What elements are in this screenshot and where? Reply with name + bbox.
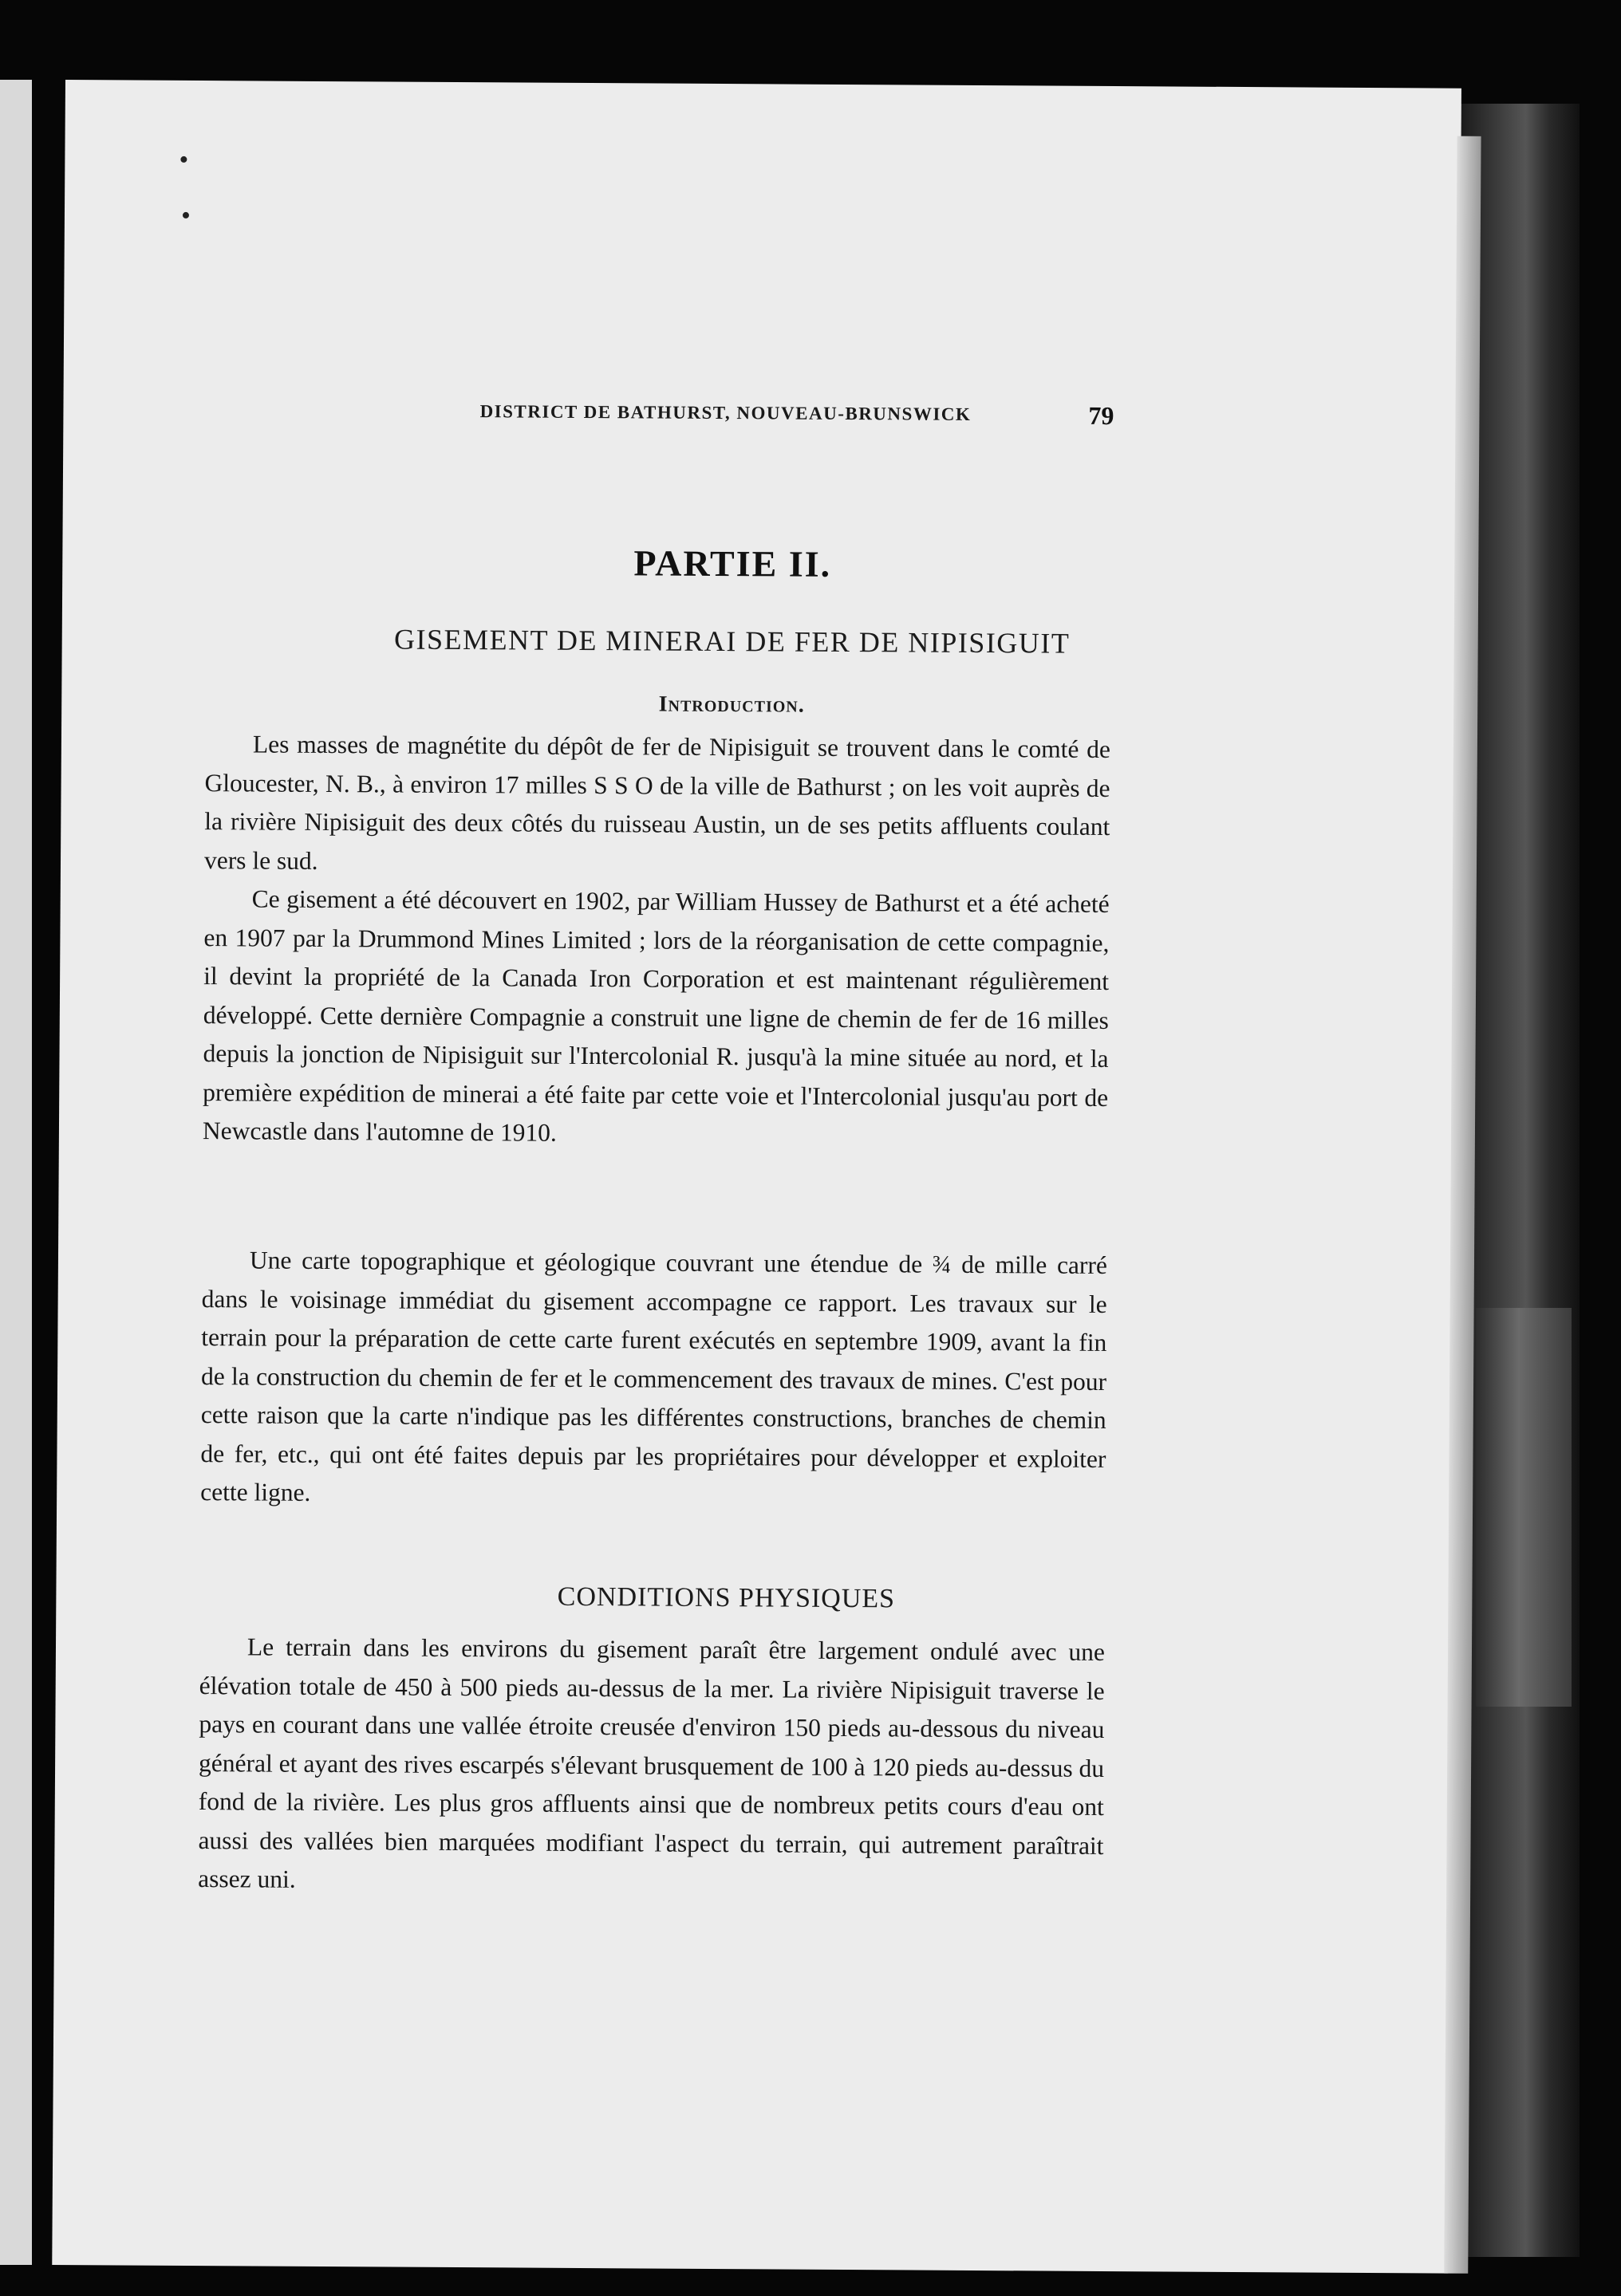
- paragraph-terrain: Le terrain dans les environs du gisement paraît être largement ondulé avec une élévation totale de 450 à 500 pieds au-dessus de la mer. La rivière Nipisiguit traverse le pays en courant dans une vallée étroite creusée d'environ 150 pieds au-dessous du niveau général et ayant des rives escarpés s'élevant brusquement de 100 à 120 pieds au-dessus du fond de la rivière. Les plus gros affluents ainsi que de nombreux petits cours d'eau ont aussi des vallées bien marquées modifiant l'aspect du terrain, qui autrement paraîtrait assez uni.: [198, 1632, 1106, 1893]
- introduction-map-text: [200, 1241, 1107, 1517]
- section-heading-physical-conditions: CONDITIONS PHYSIQUES: [557, 1581, 896, 1614]
- part-title: PARTIE II.: [633, 542, 832, 585]
- book-page: [52, 80, 1461, 2274]
- speck-mark: [183, 212, 189, 219]
- running-head: DISTRICT DE BATHURST, NOUVEAU-BRUNSWICK: [479, 401, 972, 424]
- paragraph-map: Une carte topographique et géologique couvrant une étendue de ¾ de mille carré dans le voisinage immédiat du gisement accompagne ce rapport. Les travaux sur le terrain pour la préparation de cette carte furent exécutés en septembre 1909, avant la fin de la construction du chemin de fer et le commencement des travaux de mines. C'est pour cette raison que la carte n'indique pas les différentes constructions, branches de chemin de fer, etc., qui ont été faites depuis par les propriétaires pour développer et exploiter cette ligne.: [200, 1246, 1108, 1506]
- introduction-heading: Introduction.: [658, 691, 805, 718]
- main-title: GISEMENT DE MINERAI DE FER DE NIPISIGUIT: [393, 623, 1071, 660]
- page-number: 79: [1088, 400, 1114, 431]
- paragraph-history: Ce gisement a été découvert en 1902, par William Hussey de Bathurst et a été acheté en 1907 par la Drummond Mines Limited ; lors de la réorganisation de cette compagnie, il devint la propriété de la Canada Iron Corporation et est maintenant régulièrement développé. Cette dernière Compagnie a construit une ligne de chemin de fer de 16 milles depuis la jonction de Nipisiguit sur l'Intercolonial R. jusqu'à la mine située au nord, et la première expédition de minerai a été faite par cette voie et l'Intercolonial jusqu'au port de Newcastle dans l'automne de 1910.: [202, 884, 1110, 1147]
- physical-conditions-text: [198, 1628, 1105, 1904]
- adjacent-page-edge: [0, 80, 32, 2265]
- introduction-text: [203, 725, 1110, 1156]
- speck-mark: [180, 156, 187, 163]
- book-binding-highlight: [1476, 1308, 1572, 1707]
- paragraph-location: Les masses de magnétite du dépôt de fer de Nipisiguit se trouvent dans le comté de Gloucester, N. B., à environ 17 milles S S O de la ville de Bathurst ; on les voit auprès de la rivière Nipisiguit des deux côtés du ruisseau Austin, un de ses petits affluents coulant vers le sud.: [203, 730, 1111, 875]
